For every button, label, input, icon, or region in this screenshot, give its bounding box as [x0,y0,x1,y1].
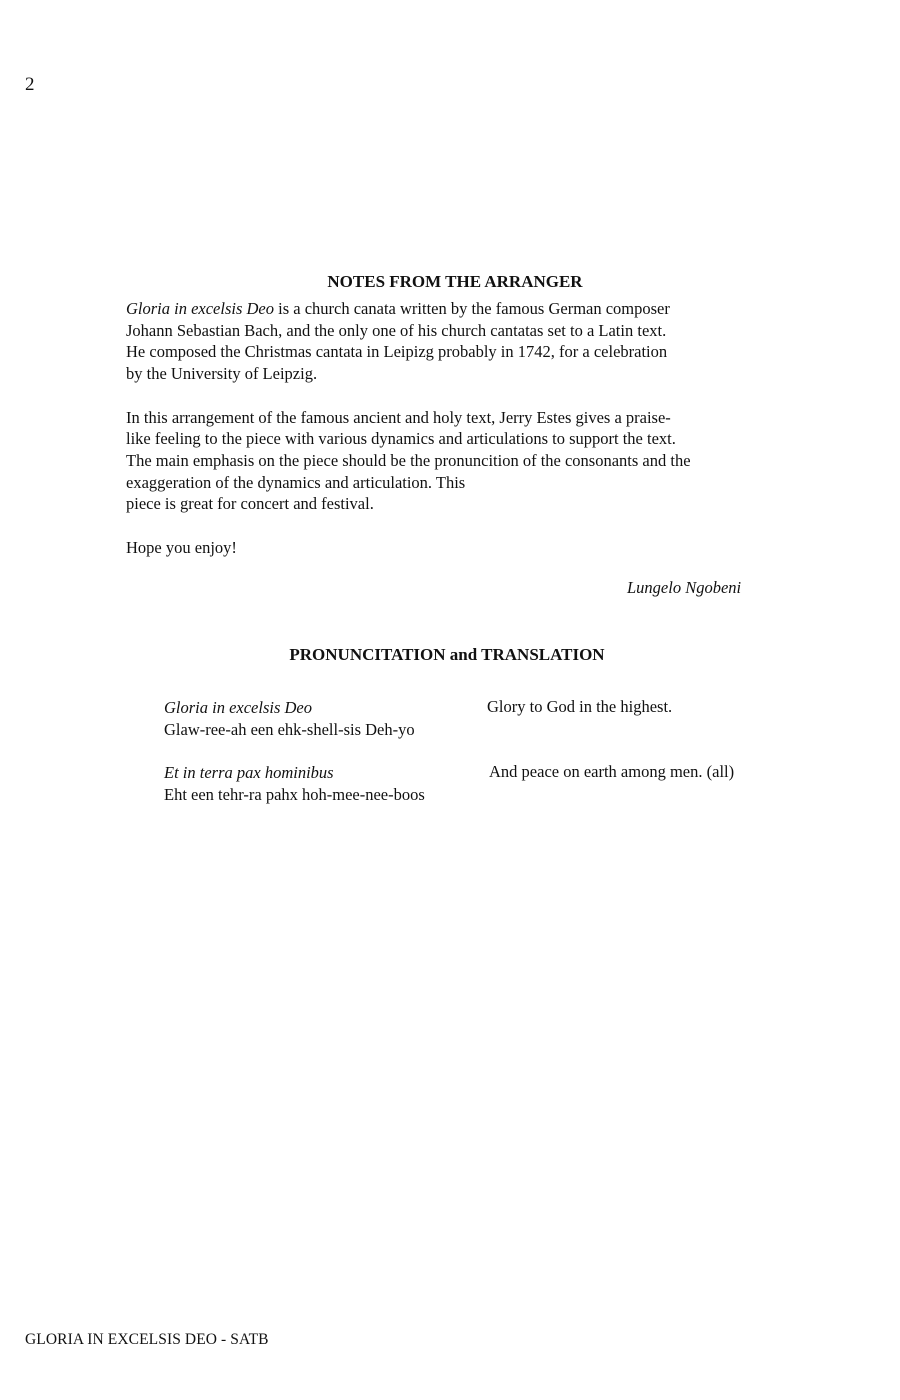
notes-p2-line-2: like feeling to the piece with various dynamics and articulations to support the text. [126,429,676,449]
notes-p1-line-1 [126,298,786,320]
notes-heading: NOTES FROM THE ARRANGER [327,272,583,291]
arranger-signature: Lungelo Ngobeni [627,578,742,597]
notes-p1-line-4: by the University of Leipzig. [126,364,318,384]
phonetic-text: Glaw-ree-ah een ehk-shell-sis Deh-yo [164,719,415,739]
pronunciation-heading: PRONUNCITATION and TRANSLATION [289,645,605,664]
page-footer: GLORIA IN EXCELSIS DEO - SATB [25,1331,269,1348]
work-title-italic: Gloria in excelsis Deo [126,299,275,318]
pronunciation-entry-2 [164,762,425,805]
pronunciation-entry-1 [164,697,415,740]
notes-body [126,298,786,580]
notes-p2-line-4: exaggeration of the dynamics and articulation. This [126,472,466,492]
notes-p2-line-1: In this arrangement of the famous ancient and holy text, Jerry Estes gives a praise- [126,407,671,427]
translation-text: Glory to God in the highest. [487,697,673,716]
latin-text: Et in terra pax hominibus [164,763,334,782]
page-number: 2 [25,74,35,95]
notes-p1-line-3: He composed the Christmas cantata in Leipizg probably in 1742, for a celebration [126,342,668,362]
latin-text: Gloria in excelsis Deo [164,698,313,717]
notes-paragraph-1 [126,298,786,385]
notes-paragraph-3 [126,537,786,559]
notes-p1-line-1-rest: is a church canata written by the famous German composer [274,299,670,318]
notes-p3-line-1: Hope you enjoy! [126,537,237,557]
translation-text: And peace on earth among men. (all) [489,762,735,781]
phonetic-text: Eht een tehr-ra pahx hoh-mee-nee-boos [164,784,425,804]
notes-p2-line-3: The main emphasis on the piece should be the pronuncition of the consonants and the [126,450,691,470]
notes-paragraph-2 [126,407,786,516]
notes-p2-line-5: piece is great for concert and festival. [126,494,374,514]
notes-p1-line-2: Johann Sebastian Bach, and the only one of his church cantatas set to a Latin text. [126,320,667,340]
